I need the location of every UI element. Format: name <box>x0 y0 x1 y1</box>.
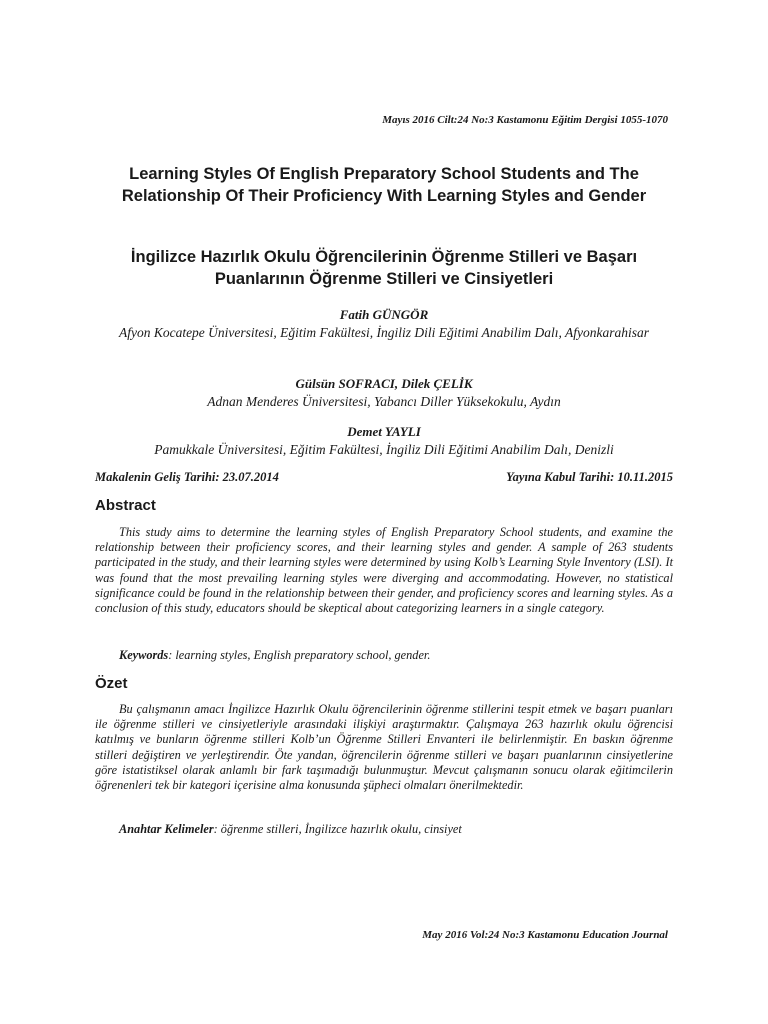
author-affiliation: Afyon Kocatepe Üniversitesi, Eğitim Fakültesi, İngiliz Dili Eğitimi Anabilim Dalı, Afyonkarahisar <box>118 325 650 340</box>
author-affiliation: Pamukkale Üniversitesi, Eğitim Fakültesi, İngiliz Dili Eğitimi Anabilim Dalı, Denizli <box>154 442 614 457</box>
anahtar-kelimeler-label: Anahtar Kelimeler <box>119 822 214 836</box>
title-english: Learning Styles Of English Preparatory School Students and The Relationship Of Their Proficiency With Learning Styles and Gender <box>121 165 647 205</box>
anahtar-kelimeler-text: : öğrenme stilleri, İngilizce hazırlık okulu, cinsiyet <box>213 822 462 836</box>
ozet-text: Bu çalışmanın amacı İngilizce Hazırlık Okulu öğrencilerinin öğrenme stillerini tespit etmek ve başarı puanları ile öğrenme stilleri ve cinsiyetleriyle arasındaki ilişkiyi araştırmaktır. Çalışmaya 263 hazırlık okulu öğrencisi katılmış ve bunların öğrenme stilleri Kolb’un Öğrenme Stilleri Envanteri ile belirlenmiştir. En baskın öğrenme stilleri değiştiren ve yerleştirendir. Öte yandan, öğrencilerin öğrenme stilleri ve başarı puanlarının cinsiyetlerine göre istatistiksel olarak anlamlı bir fark taşımadığı bulunmuştur. Mevcut çalışmanın sonucu olarak eğitimcilerin öğrenenleri tek bir kategori içerisine alma konusunda şüpheci olmaları önerilmektedir. <box>95 702 673 793</box>
journal-header: Mayıs 2016 Cilt:24 No:3 Kastamonu Eğitim Dergisi 1055-1070 <box>382 114 668 126</box>
journal-footer: May 2016 Vol:24 No:3 Kastamonu Education Journal <box>422 929 668 941</box>
author-block-1 <box>84 306 684 342</box>
abstract-keywords <box>95 648 673 663</box>
abstract-text: This study aims to determine the learning styles of English Preparatory School students, and examine the relationship between their proficiency scores, and their learning styles and gender. A sample of 263 students participated in the study, and their learning styles were determined by using Kolb’s Learning Style Inventory (LSI). It was found that the most prevailing learning styles were diverging and accommodating. However, no statistical significance could be found in the relationship between their gender, and proficiency scores and learning styles. As a conclusion of this study, educators should be skeptical about categorizing learners in a single category. <box>95 525 673 616</box>
abstract-heading: Abstract <box>95 497 156 514</box>
ozet-heading: Özet <box>95 675 128 692</box>
accepted-date: Yayına Kabul Tarihi: 10.11.2015 <box>506 470 673 484</box>
author-name: Demet YAYLI <box>347 424 421 439</box>
author-name: Fatih GÜNGÖR <box>339 307 429 322</box>
keywords-label: Keywords <box>119 648 169 662</box>
author-affiliation: Adnan Menderes Üniversitesi, Yabancı Diller Yüksekokulu, Aydın <box>207 394 561 409</box>
author-block-3 <box>84 423 684 459</box>
article-dates <box>95 470 673 485</box>
author-name: Gülsün SOFRACI, Dilek ÇELİK <box>295 376 473 391</box>
received-date: Makalenin Geliş Tarihi: 23.07.2014 <box>95 470 279 484</box>
keywords-text: : learning styles, English preparatory school, gender. <box>168 648 431 662</box>
title-turkish: İngilizce Hazırlık Okulu Öğrencilerinin Öğrenme Stilleri ve Başarı Puanlarının Öğrenme Stilleri ve Cinsiyetleri <box>130 248 638 288</box>
ozet-keywords <box>95 822 673 837</box>
author-block-2 <box>84 375 684 411</box>
